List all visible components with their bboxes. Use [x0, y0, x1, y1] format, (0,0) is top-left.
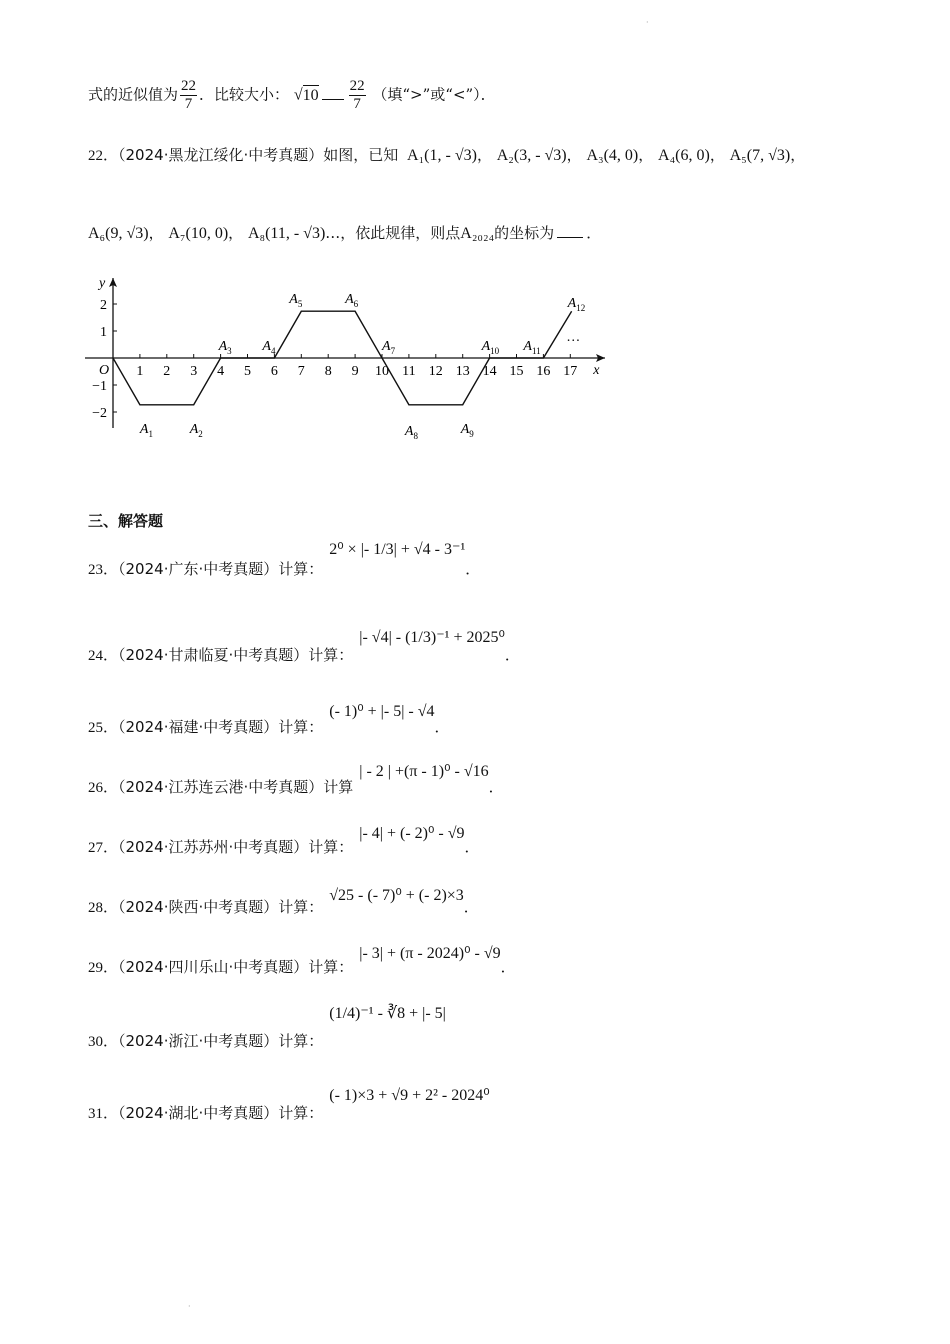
ellipsis: … [566, 330, 581, 346]
q22-text: 如图，已知 [323, 146, 399, 164]
fraction-22-7: $\frac{22}{7}$ [181, 78, 197, 112]
y-axis-label: y [99, 276, 106, 291]
question-31 [88, 1087, 490, 1123]
point-label-a9: $A_9$ [460, 421, 474, 439]
x-tick-label: 4 [217, 364, 225, 379]
answer-blank[interactable] [322, 87, 344, 100]
x-tick-label: 5 [244, 364, 251, 379]
question-end: ． [463, 898, 479, 916]
point-label-a10: $A_{10}$ [481, 339, 500, 356]
question-expression: |- √4| - (1/3)⁻¹ + 2025⁰ [359, 629, 505, 646]
question-source: （2024·陕西·中考真题） [118, 898, 279, 916]
point-label-a1: $A_1$ [139, 421, 153, 439]
x-axis-label: x [593, 363, 600, 378]
question-source: （2024·广东·中考真题） [118, 560, 279, 578]
point-a5: A₅(7, √3) [729, 147, 791, 164]
point-label-a6: $A_6$ [345, 292, 359, 310]
question-number: 23． [88, 562, 119, 578]
question-number: 29． [88, 960, 119, 976]
x-tick-label: 7 [297, 364, 305, 379]
point-a8: A₈(11, - √3) [247, 225, 326, 242]
question-prompt: 计算： [308, 646, 354, 664]
x-tick-label: 1 [136, 364, 144, 379]
question-number: 30． [88, 1034, 119, 1050]
question-source: （2024·湖北·中考真题） [118, 1104, 279, 1122]
question-source: （2024·四川乐山·中考真题） [118, 958, 309, 976]
question-expression: |- 3| + (π - 2024)⁰ - √9 [359, 945, 501, 962]
question-end: ． [464, 838, 480, 856]
q22-source: （2024·黑龙江绥化·中考真题） [118, 146, 324, 164]
question-prompt: 计算： [278, 560, 324, 578]
q21-compare-text: ．比较大小： [199, 85, 290, 104]
q22-tail: …，依此规律，则点 [325, 224, 461, 242]
x-tick-label: 10 [375, 364, 389, 379]
point-a1: A₁(1, - √3) [407, 147, 477, 164]
point-a2024: A₂₀₂₄ [460, 225, 495, 242]
question-end: ． [500, 958, 516, 976]
origin-label: O [99, 363, 110, 378]
y-tick-label: 2 [100, 298, 107, 313]
question-expression: √25 - (- 7)⁰ + (- 2)×3 [329, 887, 464, 904]
q22-line1: 22．（2024·黑龙江绥化·中考真题）如图，已知 A₁(1, - √3)， A₂(3, - √3)， A₃(4, 0)， A₄(6, 0)， A₅(7, √3)， [88, 146, 806, 164]
point-label-a11: $A_{11}$ [523, 339, 541, 356]
point-label-a2: $A_2$ [189, 421, 203, 439]
q21-text: 式的近似值为 [88, 85, 179, 104]
x-tick-label: 11 [402, 364, 416, 379]
question-prompt: 计算： [278, 718, 324, 736]
x-tick-label: 14 [482, 364, 497, 379]
question-25 [88, 703, 450, 737]
question-source: （2024·浙江·中考真题） [118, 1032, 279, 1050]
y-tick-label: −1 [92, 379, 107, 394]
question-expression: (1/4)⁻¹ - ∛8 + |- 5| [329, 1005, 446, 1022]
x-tick-label: 17 [563, 364, 578, 379]
point-a4: A₄(6, 0) [658, 147, 710, 164]
question-prompt: 计算 [323, 778, 354, 796]
coordinate-graph [80, 270, 620, 440]
question-expression: | - 2 | +(π - 1)⁰ - √16 [359, 763, 489, 780]
point-label-a4: $A_4$ [262, 339, 276, 356]
question-expression: |- 4| + (- 2)⁰ - √9 [359, 825, 465, 842]
question-prompt: 计算： [278, 1032, 324, 1050]
question-28 [88, 887, 479, 917]
x-tick-label: 8 [324, 364, 332, 379]
question-expression: (- 1)×3 + √9 + 2² - 2024⁰ [329, 1087, 490, 1104]
page-dot-bottom: · [188, 1302, 191, 1311]
question-30 [88, 1005, 446, 1051]
point-label-a3: $A_3$ [218, 339, 232, 356]
point-label-a5: $A_5$ [289, 292, 303, 310]
sqrt-10: √10 [293, 86, 319, 104]
q22-line2: A₆(9, √3)， A₇(10, 0)， A₈(11, - √3)…，依此规律，则点A₂₀₂₄的坐标为 ． [88, 224, 602, 242]
point-label-a12: $A_{12}$ [567, 296, 586, 314]
question-number: 27． [88, 840, 119, 856]
question-expression: 2⁰ × |- 1/3| + √4 - 3⁻¹ [329, 541, 466, 558]
x-tick-label: 2 [163, 364, 171, 379]
question-27 [88, 825, 480, 857]
question-source: （2024·福建·中考真题） [118, 718, 279, 736]
question-prompt: 计算： [308, 838, 354, 856]
x-tick-label: 3 [190, 364, 198, 379]
x-tick-label: 9 [351, 364, 359, 379]
y-tick-label: −2 [92, 406, 107, 421]
question-number: 31． [88, 1106, 119, 1122]
question-expression: (- 1)⁰ + |- 5| - √4 [329, 703, 435, 720]
question-number: 28． [88, 900, 119, 916]
q22-number: 22． [88, 148, 119, 164]
question-prompt: 计算： [278, 898, 324, 916]
question-end: ． [434, 718, 450, 736]
x-tick-label: 15 [509, 364, 524, 379]
question-source: （2024·江苏连云港·中考真题） [118, 778, 324, 796]
question-source: （2024·江苏苏州·中考真题） [118, 838, 309, 856]
question-end: ． [465, 560, 481, 578]
section-heading: 三、解答题 [88, 512, 164, 530]
question-prompt: 计算： [278, 1104, 324, 1122]
question-number: 24． [88, 648, 119, 664]
question-23 [88, 541, 481, 579]
question-29 [88, 945, 516, 977]
fraction-22-7-b: $\frac{22}{7}$ [349, 78, 365, 112]
q22-tail2: 的坐标为 [494, 224, 555, 242]
question-source: （2024·甘肃临夏·中考真题） [118, 646, 309, 664]
point-a7: A₇(10, 0) [168, 225, 229, 242]
x-tick-label: 13 [455, 364, 470, 379]
point-label-a8: $A_8$ [404, 423, 418, 440]
point-a3: A₃(4, 0) [586, 147, 639, 164]
point-a6: A₆(9, √3) [88, 225, 149, 242]
point-label-a7: $A_7$ [382, 339, 396, 356]
answer-blank-q22[interactable] [557, 225, 583, 238]
page-dot-top: · [646, 18, 649, 27]
question-number: 25． [88, 720, 119, 736]
y-tick-label: 1 [100, 325, 107, 340]
x-tick-label: 12 [428, 364, 443, 379]
question-end: ． [504, 646, 520, 664]
question-26 [88, 763, 504, 797]
question-number: 26． [88, 780, 119, 796]
q21-fill-hint: （填“>”或“<”）． [372, 85, 496, 104]
question-end: ． [488, 778, 504, 796]
point-a2: A₂(3, - √3) [496, 147, 567, 164]
question-24 [88, 629, 520, 665]
q21-tail-line [88, 78, 496, 113]
question-prompt: 计算： [308, 958, 354, 976]
x-tick-label: 6 [270, 364, 278, 379]
x-tick-label: 16 [536, 364, 551, 379]
